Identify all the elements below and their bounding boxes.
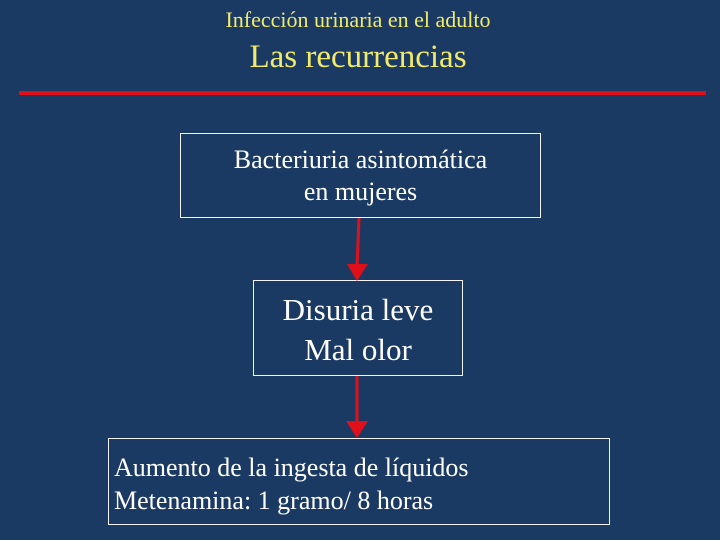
title-divider	[19, 91, 706, 95]
box-3-line-1: Aumento de la ingesta de líquidos	[114, 453, 469, 482]
slide-subtitle: Infección urinaria en el adulto	[225, 7, 491, 32]
box-3-line-2: Metenamina: 1 gramo/ 8 horas	[114, 486, 434, 515]
flow-box-treatment	[108, 438, 610, 525]
box-1-line-1: Bacteriuria asintomática	[233, 145, 488, 174]
flow-arrow-2	[346, 376, 368, 438]
flow-arrow-1	[347, 218, 368, 281]
box-2-line-1: Disuria leve	[282, 292, 434, 327]
flow-box-symptoms	[253, 280, 463, 376]
flow-box-asymptomatic-bacteriuria	[180, 133, 541, 218]
box-2-line-2: Mal olor	[304, 332, 412, 367]
box-1-line-2: en mujeres	[303, 177, 418, 206]
slide-title: Las recurrencias	[249, 39, 467, 75]
